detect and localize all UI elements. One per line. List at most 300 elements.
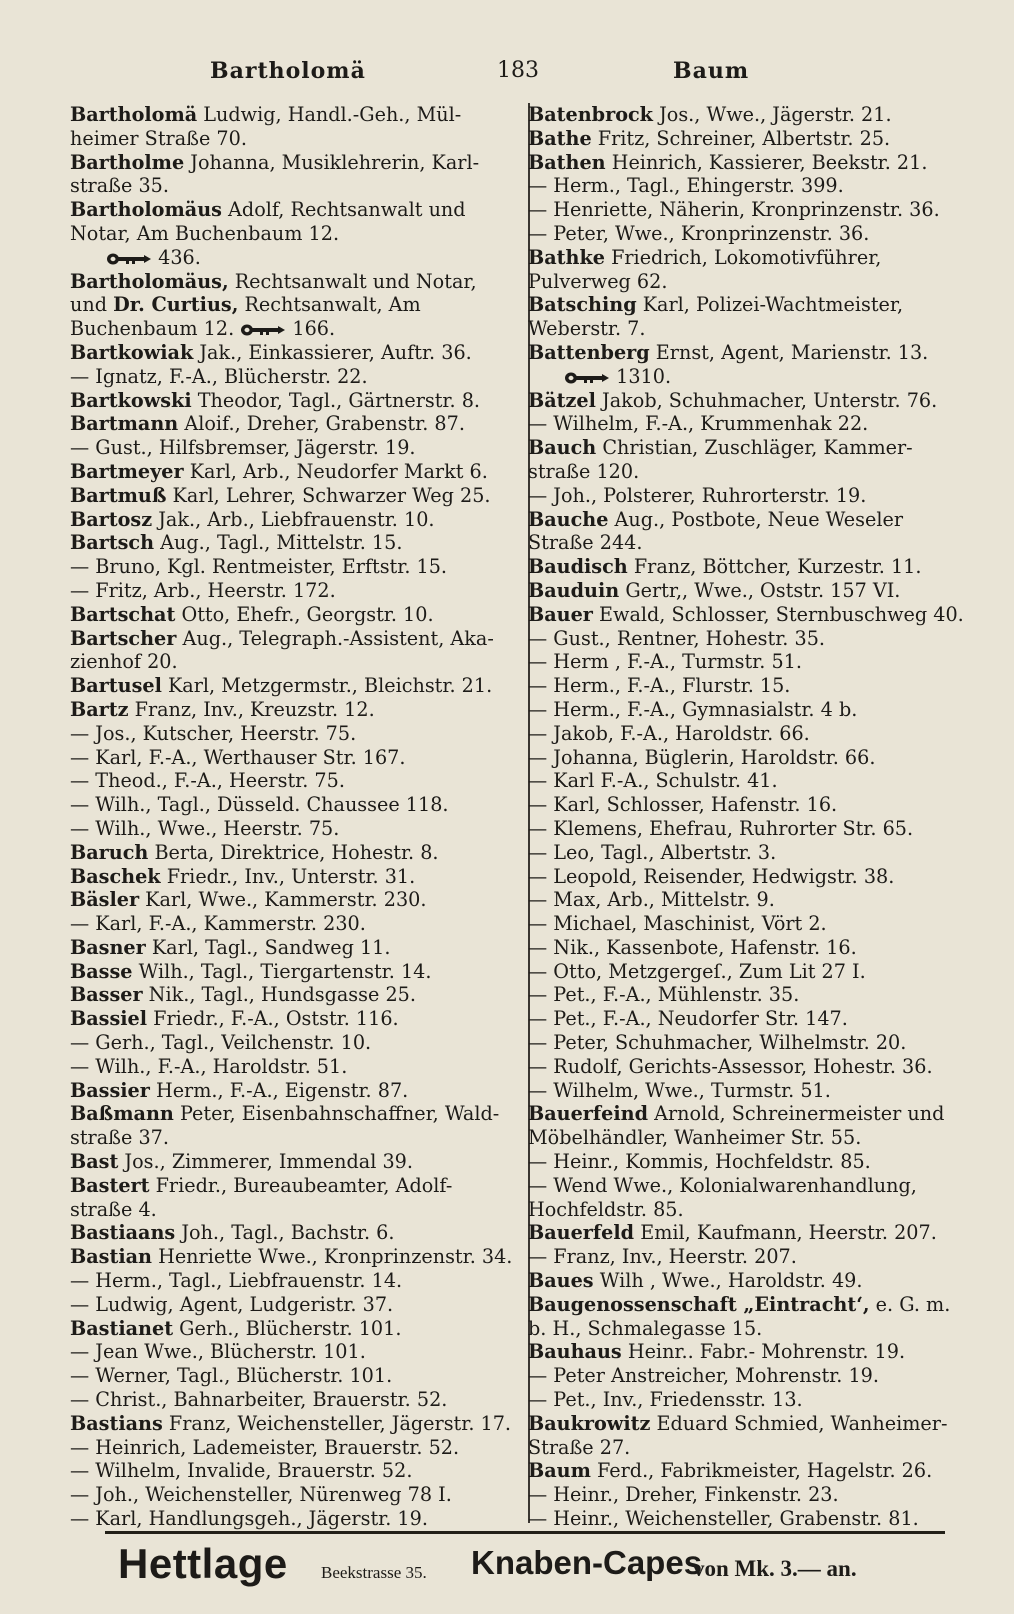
directory-entry bbox=[528, 1412, 964, 1436]
entry-surname: Baugenossenschaft „Eintracht‘, bbox=[528, 1292, 870, 1316]
entry-text: — Fritz, Arb., Heerstr. 172. bbox=[70, 578, 336, 602]
directory-entry bbox=[528, 841, 964, 865]
entry-surname: Bathke bbox=[528, 245, 605, 269]
directory-entry bbox=[70, 579, 500, 603]
directory-entry bbox=[70, 1174, 500, 1198]
directory-entry bbox=[70, 1293, 500, 1317]
footer-rule bbox=[105, 1531, 945, 1534]
entry-text: — Peter, Wwe., Kronprinzenstr. 36. bbox=[528, 221, 870, 245]
directory-entry bbox=[528, 198, 964, 222]
directory-entry bbox=[528, 436, 964, 460]
directory-entry bbox=[528, 1364, 964, 1388]
entry-surname: Bartholomäus bbox=[70, 198, 222, 222]
entry-surname: Bartkowiak bbox=[70, 340, 194, 364]
advertisement bbox=[118, 1540, 938, 1600]
directory-entry bbox=[528, 698, 964, 722]
entry-text: — Pet., F.-A., Mühlenstr. 35. bbox=[528, 983, 800, 1007]
entry-text: Aug., Telegraph.-Assistent, Aka- bbox=[176, 626, 494, 650]
entry-surname: Bartsch bbox=[70, 531, 155, 555]
entry-text: Franz, Inv., Kreuzstr. 12. bbox=[128, 697, 375, 721]
directory-entry bbox=[70, 1007, 500, 1031]
entry-text: — Karl F.-A., Schulstr. 41. bbox=[528, 769, 778, 793]
entry-text: — Wilh., Wwe., Heerstr. 75. bbox=[70, 816, 340, 840]
entry-text: — Heinr., Weichensteller, Grabenstr. 81. bbox=[528, 1507, 919, 1531]
directory-entry bbox=[70, 1126, 500, 1150]
page-number: 183 bbox=[497, 58, 539, 83]
entry-text: Heinr.. Fabr.- Mohrenstr. 19. bbox=[621, 1340, 906, 1364]
ad-price: von Mk. 3.— an. bbox=[693, 1556, 857, 1581]
entry-text: — Herm., F.-A., Flurstr. 15. bbox=[528, 674, 791, 698]
entry-text: 1310. bbox=[616, 364, 672, 388]
entry-text: Gerh., Blücherstr. 101. bbox=[173, 1316, 402, 1340]
directory-entry bbox=[70, 531, 500, 555]
directory-entry bbox=[70, 127, 500, 151]
directory-entry bbox=[70, 793, 500, 817]
entry-text: — Henriette, Näherin, Kronprinzenstr. 36. bbox=[528, 198, 940, 222]
directory-entry bbox=[528, 531, 964, 555]
directory-entry bbox=[70, 769, 500, 793]
entry-surname: Basser bbox=[70, 983, 143, 1007]
directory-entry bbox=[70, 1245, 513, 1269]
entry-text: — Pet., F.-A., Neudorfer Str. 147. bbox=[528, 1007, 848, 1031]
entry-text: — Heinr., Kommis, Hochfeldstr. 85. bbox=[528, 1150, 871, 1174]
directory-entry bbox=[70, 1079, 500, 1103]
directory-entry bbox=[70, 412, 500, 436]
entry-text: straße 4. bbox=[70, 1197, 157, 1221]
entry-text: — Joh., Weichensteller, Nürenweg 78 I. bbox=[70, 1483, 452, 1507]
entry-text: Straße 27. bbox=[528, 1435, 631, 1459]
directory-entry bbox=[528, 793, 964, 817]
entry-surname: Baschek bbox=[70, 864, 161, 888]
directory-entry bbox=[528, 674, 964, 698]
header-right-keyword: Baum bbox=[673, 58, 750, 84]
directory-entry bbox=[70, 1102, 500, 1126]
directory-entry bbox=[70, 174, 500, 198]
directory-entry bbox=[528, 1340, 964, 1364]
directory-entry bbox=[528, 1031, 964, 1055]
entry-text: Wilh., Tagl., Tiergartenstr. 14. bbox=[132, 959, 432, 983]
directory-entry bbox=[528, 960, 964, 984]
directory-entry bbox=[528, 1459, 964, 1483]
entry-text: Arnold, Schreinermeister und bbox=[648, 1102, 945, 1126]
directory-entry bbox=[70, 1340, 500, 1364]
entry-text: — Max, Arb., Mittelstr. 9. bbox=[528, 888, 775, 912]
entry-text: Franz, Böttcher, Kurzestr. 11. bbox=[627, 555, 922, 579]
entry-surname: Bartschat bbox=[70, 602, 176, 626]
directory-entry bbox=[70, 1269, 500, 1293]
entry-text: Friedrich, Lokomotivführer, bbox=[604, 245, 882, 269]
telephone-key-icon bbox=[564, 371, 610, 385]
entry-text: — Pet., Inv., Friedensstr. 13. bbox=[528, 1388, 803, 1412]
directory-entry bbox=[70, 722, 500, 746]
directory-entry bbox=[528, 1245, 964, 1269]
entry-surname: Basse bbox=[70, 959, 133, 983]
entry-text: — Wend Wwe., Kolonialwarenhandlung, bbox=[528, 1173, 917, 1197]
entry-text: — Theod., F.-A., Heerstr. 75. bbox=[70, 769, 345, 793]
entry-text: Jos., Wwe., Jägerstr. 21. bbox=[652, 103, 892, 126]
directory-entry bbox=[528, 936, 964, 960]
entry-surname: Bartholomä bbox=[70, 103, 198, 126]
entry-text: — Wilhelm, F.-A., Krummenhak 22. bbox=[528, 412, 869, 436]
entry-text: — Karl, F.-A., Werthauser Str. 167. bbox=[70, 745, 406, 769]
entry-text: — Peter Anstreicher, Mohrenstr. 19. bbox=[528, 1364, 879, 1388]
entry-text: Karl, Wwe., Kammerstr. 230. bbox=[139, 888, 427, 912]
entry-text: Aloif., Dreher, Grabenstr. 87. bbox=[178, 412, 465, 436]
entry-surname: Baßmann bbox=[70, 1102, 174, 1126]
entry-text: Emil, Kaufmann, Heerstr. 207. bbox=[634, 1221, 937, 1245]
entry-text: — Karl, Handlungsgeh., Jägerstr. 19. bbox=[70, 1507, 428, 1531]
directory-entry bbox=[70, 270, 500, 294]
left-column bbox=[70, 103, 513, 1531]
directory-entry bbox=[70, 1483, 500, 1507]
entry-text: — Karl, Schlosser, Hafenstr. 16. bbox=[528, 793, 838, 817]
directory-entry bbox=[528, 127, 964, 151]
directory-entry bbox=[70, 698, 500, 722]
entry-text: — Herm., Tagl., Ehingerstr. 399. bbox=[528, 174, 844, 198]
entry-text: — Gust., Hilfsbremser, Jägerstr. 19. bbox=[70, 436, 416, 460]
entry-text: Aug., Tagl., Mittelstr. 15. bbox=[154, 531, 403, 555]
directory-entry bbox=[528, 888, 964, 912]
entry-text: Rechtsanwalt, Am bbox=[238, 293, 421, 317]
directory-entry bbox=[528, 1317, 964, 1341]
entry-text: — Klemens, Ehefrau, Ruhrorter Str. 65. bbox=[528, 816, 914, 840]
entry-text: Adolf, Rechtsanwalt und bbox=[221, 198, 466, 222]
directory-entry bbox=[70, 508, 500, 532]
entry-text: Notar, Am Buchenbaum 12. bbox=[70, 221, 340, 245]
entry-text: Ernst, Agent, Marienstr. 13. bbox=[649, 340, 929, 364]
directory-entry bbox=[70, 1507, 500, 1531]
directory-entry bbox=[528, 1079, 964, 1103]
directory-entry bbox=[70, 293, 500, 317]
entry-text: Karl, Tagl., Sandweg 11. bbox=[145, 935, 391, 959]
directory-entry bbox=[528, 1198, 964, 1222]
entry-surname: Bastiaans bbox=[70, 1221, 176, 1245]
entry-text: straße 35. bbox=[70, 174, 169, 198]
directory-entry bbox=[70, 198, 500, 222]
directory-entry bbox=[70, 912, 500, 936]
directory-entry bbox=[528, 317, 964, 341]
entry-text: — Joh., Polsterer, Ruhrorterstr. 19. bbox=[528, 483, 867, 507]
entry-text: — Werner, Tagl., Blücherstr. 101. bbox=[70, 1364, 393, 1388]
entry-surname: Basner bbox=[70, 935, 146, 959]
entry-text: Ferd., Fabrikmeister, Hagelstr. 26. bbox=[590, 1459, 933, 1483]
directory-entry bbox=[70, 460, 500, 484]
entry-surname: Bastian bbox=[70, 1245, 152, 1269]
entry-text: Henriette Wwe., Kronprinzenstr. 34. bbox=[152, 1245, 513, 1269]
entry-surname: Bauch bbox=[528, 436, 597, 460]
directory-entry bbox=[70, 1031, 500, 1055]
directory-entry bbox=[528, 270, 964, 294]
entry-text: — Herm , F.-A., Turmstr. 51. bbox=[528, 650, 802, 674]
directory-entry bbox=[70, 1198, 500, 1222]
directory-entry bbox=[70, 1436, 500, 1460]
entry-text: Theodor, Tagl., Gärtnerstr. 8. bbox=[191, 388, 481, 412]
entry-surname: Baum bbox=[528, 1459, 591, 1483]
entry-text: Aug., Postbote, Neue Weseler bbox=[608, 507, 904, 531]
directory-entry bbox=[70, 317, 500, 341]
entry-text: Karl, Polizei-Wachtmeister, bbox=[636, 293, 904, 317]
entry-surname: Bartmeyer bbox=[70, 459, 184, 483]
entry-surname: Bastians bbox=[70, 1411, 163, 1435]
entry-surname: Battenberg bbox=[528, 340, 650, 364]
directory-entry bbox=[70, 484, 500, 508]
entry-text: — Herm., Tagl., Liebfrauenstr. 14. bbox=[70, 1269, 403, 1293]
entry-text: — Wilhelm, Invalide, Brauerstr. 52. bbox=[70, 1459, 413, 1483]
entry-surname: Bauche bbox=[528, 507, 609, 531]
entry-text: — Rudolf, Gerichts-Assessor, Hohestr. 36. bbox=[528, 1054, 933, 1078]
directory-entry bbox=[70, 674, 500, 698]
entry-surname: Baruch bbox=[70, 840, 149, 864]
entry-text: Joh., Tagl., Bachstr. 6. bbox=[175, 1221, 395, 1245]
entry-surname: Bauhaus bbox=[528, 1340, 622, 1364]
entry-text: — Johanna, Büglerin, Haroldstr. 66. bbox=[528, 745, 876, 769]
entry-text: — Christ., Bahnarbeiter, Brauerstr. 52. bbox=[70, 1388, 448, 1412]
entry-text: Berta, Direktrice, Hohestr. 8. bbox=[148, 840, 439, 864]
entry-surname: Bathen bbox=[528, 150, 606, 174]
directory-entry bbox=[70, 627, 500, 651]
entry-surname: Bartholme bbox=[70, 150, 185, 174]
entry-text: Fritz, Schreiner, Albertstr. 25. bbox=[591, 126, 891, 150]
telephone-key-icon bbox=[106, 252, 152, 266]
directory-entry bbox=[528, 1269, 964, 1293]
header-left-keyword: Bartholomä bbox=[210, 58, 366, 84]
entry-text: Ludwig, Handl.-Geh., Mül- bbox=[197, 103, 462, 126]
directory-entry bbox=[528, 722, 964, 746]
directory-entry bbox=[70, 603, 500, 627]
entry-text: — Wilh., F.-A., Haroldstr. 51. bbox=[70, 1054, 348, 1078]
directory-entry bbox=[528, 222, 964, 246]
entry-text: — Leo, Tagl., Albertstr. 3. bbox=[528, 840, 777, 864]
directory-entry bbox=[70, 841, 500, 865]
directory-entry bbox=[70, 1055, 500, 1079]
directory-entry bbox=[528, 103, 964, 127]
entry-surname: Baudisch bbox=[528, 555, 628, 579]
entry-surname: Baues bbox=[528, 1269, 594, 1293]
directory-entry bbox=[528, 983, 964, 1007]
directory-entry bbox=[528, 555, 964, 579]
entry-text: Buchenbaum 12. bbox=[70, 317, 235, 341]
entry-surname: Bartkowski bbox=[70, 388, 192, 412]
entry-surname: Baukrowitz bbox=[528, 1411, 651, 1435]
directory-entry bbox=[528, 603, 964, 627]
directory-entry bbox=[70, 1150, 500, 1174]
entry-surname: Bauer bbox=[528, 602, 593, 626]
entry-text: Johanna, Musiklehrerin, Karl- bbox=[184, 150, 480, 174]
entry-text: — Gerh., Tagl., Veilchenstr. 10. bbox=[70, 1031, 372, 1055]
directory-entry bbox=[70, 817, 500, 841]
entry-text: Herm., F.-A., Eigenstr. 87. bbox=[149, 1078, 409, 1102]
directory-entry bbox=[528, 293, 964, 317]
directory-entry bbox=[528, 1436, 964, 1460]
entry-surname: Bathe bbox=[528, 126, 592, 150]
directory-entry bbox=[528, 627, 964, 651]
entry-text: — Gust., Rentner, Hohestr. 35. bbox=[528, 626, 826, 650]
directory-entry bbox=[70, 341, 500, 365]
directory-entry bbox=[528, 412, 964, 436]
directory-entry bbox=[528, 650, 964, 674]
directory-entry bbox=[528, 1507, 964, 1531]
entry-surname: Bassiel bbox=[70, 1007, 148, 1031]
entry-text: Möbelhändler, Wanheimer Str. 55. bbox=[528, 1126, 862, 1150]
directory-entry bbox=[70, 983, 500, 1007]
directory-entry bbox=[70, 650, 500, 674]
entry-text: Nik., Tagl., Hundsgasse 25. bbox=[142, 983, 416, 1007]
entry-text: Peter, Eisenbahnschaffner, Wald- bbox=[173, 1102, 500, 1126]
directory-entry bbox=[70, 960, 500, 984]
entry-surname: Bätzel bbox=[528, 388, 596, 412]
entry-text: Friedr., Bureaubeamter, Adolf- bbox=[149, 1173, 453, 1197]
directory-entry bbox=[70, 246, 500, 270]
entry-text: — Jakob, F.-A., Haroldstr. 66. bbox=[528, 721, 810, 745]
entry-text: — Jos., Kutscher, Heerstr. 75. bbox=[70, 721, 357, 745]
entry-text: — Ignatz, F.-A., Blücherstr. 22. bbox=[70, 364, 368, 388]
entry-text: — Karl, F.-A., Kammerstr. 230. bbox=[70, 912, 366, 936]
entry-text: Heinrich, Kassierer, Beekstr. 21. bbox=[605, 150, 928, 174]
directory-entry bbox=[528, 912, 964, 936]
directory-entry bbox=[70, 1388, 500, 1412]
directory-entry bbox=[70, 389, 500, 413]
entry-text: — Wilhelm, Wwe., Turmstr. 51. bbox=[528, 1078, 831, 1102]
directory-entry bbox=[70, 1411, 512, 1436]
entry-text: Friedr., F.-A., Oststr. 116. bbox=[147, 1007, 399, 1031]
entry-surname: Bartscher bbox=[70, 626, 177, 650]
directory-entry bbox=[528, 1483, 964, 1507]
entry-surname: Bartmuß bbox=[70, 483, 167, 507]
directory-entry bbox=[528, 817, 964, 841]
entry-text: — Franz, Inv., Heerstr. 207. bbox=[528, 1245, 797, 1269]
entry-text: Karl, Metzgermstr., Bleichstr. 21. bbox=[161, 674, 493, 698]
entry-text: heimer Straße 70. bbox=[70, 126, 247, 150]
directory-entry bbox=[70, 436, 500, 460]
directory-entry bbox=[528, 746, 964, 770]
entry-text: Straße 244. bbox=[528, 531, 643, 555]
ad-street: Beekstrasse 35. bbox=[321, 1563, 427, 1582]
directory-entry bbox=[70, 365, 500, 389]
entry-surname: Bauerfeld bbox=[528, 1221, 635, 1245]
directory-entry bbox=[70, 746, 500, 770]
directory-entry bbox=[528, 1150, 964, 1174]
directory-entry bbox=[70, 1459, 500, 1483]
entry-text: — Ludwig, Agent, Ludgeristr. 37. bbox=[70, 1292, 394, 1316]
entry-surname: Bartosz bbox=[70, 507, 153, 531]
entry-text: e. G. m. bbox=[869, 1292, 951, 1316]
directory-entry bbox=[70, 151, 500, 175]
entry-surname: Bartmann bbox=[70, 412, 179, 436]
entry-text: Gertr,, Wwe., Oststr. 157 VI. bbox=[619, 578, 901, 602]
entry-text: Otto, Ehefr., Georgstr. 10. bbox=[175, 602, 434, 626]
entry-text: Jakob, Schuhmacher, Unterstr. 76. bbox=[595, 388, 938, 412]
entry-surname: Dr. Curtius, bbox=[113, 293, 239, 317]
ad-brand: Hettlage bbox=[118, 1540, 288, 1587]
entry-surname: Batenbrock bbox=[528, 103, 653, 126]
entry-text: b. H., Schmalegasse 15. bbox=[528, 1316, 763, 1340]
entry-text: Franz, Weichensteller, Jägerstr. 17. bbox=[162, 1411, 512, 1435]
directory-entry bbox=[528, 246, 964, 270]
entry-text: Christian, Zuschläger, Kammer- bbox=[596, 436, 913, 460]
entry-surname: Bastert bbox=[70, 1173, 150, 1197]
directory-entry bbox=[70, 1317, 500, 1341]
entry-text: — Nik., Kassenbote, Hafenstr. 16. bbox=[528, 935, 857, 959]
entry-text: 166. bbox=[292, 317, 336, 341]
directory-entry bbox=[70, 865, 500, 889]
directory-entry bbox=[70, 1364, 500, 1388]
directory-entry bbox=[528, 365, 964, 389]
entry-text: — Leopold, Reisender, Hedwigstr. 38. bbox=[528, 864, 895, 888]
entry-text: Rechtsanwalt und Notar, bbox=[228, 269, 477, 293]
directory-entry bbox=[528, 1102, 964, 1126]
directory-entry bbox=[528, 1007, 964, 1031]
entry-text: Hochfeldstr. 85. bbox=[528, 1197, 684, 1221]
directory-entry bbox=[70, 1221, 500, 1245]
entry-surname: Bartusel bbox=[70, 674, 162, 698]
entry-text: — Heinrich, Lademeister, Brauerstr. 52. bbox=[70, 1435, 460, 1459]
entry-text: — Herm., F.-A., Gymnasialstr. 4 b. bbox=[528, 697, 858, 721]
entry-text: Pulverweg 62. bbox=[528, 269, 668, 293]
entry-text: Ewald, Schlosser, Sternbuschweg 40. bbox=[592, 602, 964, 626]
page-header bbox=[70, 58, 955, 92]
directory-entry bbox=[528, 1174, 964, 1198]
entry-surname: Bastianet bbox=[70, 1316, 174, 1340]
entry-text: und bbox=[70, 293, 114, 317]
entry-surname: Bäsler bbox=[70, 888, 140, 912]
entry-text: Friedr., Inv., Unterstr. 31. bbox=[160, 864, 416, 888]
right-column bbox=[528, 103, 964, 1531]
entry-text: straße 120. bbox=[528, 459, 640, 483]
directory-entry bbox=[528, 174, 964, 198]
entry-text: — Jean Wwe., Blücherstr. 101. bbox=[70, 1340, 366, 1364]
entry-surname: Bartholomäus, bbox=[70, 269, 229, 293]
entry-text: Jak., Arb., Liebfrauenstr. 10. bbox=[152, 507, 435, 531]
directory-entry bbox=[528, 389, 964, 413]
directory-entry bbox=[70, 936, 500, 960]
directory-entry bbox=[70, 555, 500, 579]
directory-entry bbox=[528, 1055, 964, 1079]
directory-entry bbox=[528, 341, 964, 365]
entry-surname: Bartz bbox=[70, 697, 129, 721]
directory-entry bbox=[528, 1293, 964, 1317]
entry-surname: Bauduin bbox=[528, 578, 620, 602]
entry-text: Karl, Lehrer, Schwarzer Weg 25. bbox=[166, 483, 491, 507]
entry-text: zienhof 20. bbox=[70, 650, 178, 674]
entry-text: Wilh , Wwe., Haroldstr. 49. bbox=[593, 1269, 863, 1293]
entry-text: — Bruno, Kgl. Rentmeister, Erftstr. 15. bbox=[70, 555, 448, 579]
directory-entry bbox=[528, 1221, 964, 1245]
entry-text: straße 37. bbox=[70, 1126, 169, 1150]
ad-product: Knaben-Capes bbox=[471, 1544, 703, 1581]
directory-entry bbox=[528, 1126, 964, 1150]
entry-text: Jos., Zimmerer, Immendal 39. bbox=[118, 1150, 413, 1174]
entry-text: Eduard Schmied, Wanheimer- bbox=[650, 1411, 948, 1435]
entry-text: Karl, Arb., Neudorfer Markt 6. bbox=[183, 459, 488, 483]
directory-entry bbox=[528, 1388, 964, 1412]
directory-entry bbox=[528, 484, 964, 508]
entry-surname: Bassier bbox=[70, 1078, 150, 1102]
entry-text: — Otto, Metzgergeſ., Zum Lit 27 I. bbox=[528, 959, 866, 983]
directory-entry bbox=[528, 151, 964, 175]
directory-entry bbox=[528, 769, 964, 793]
entry-surname: Batsching bbox=[528, 293, 637, 317]
directory-entry bbox=[528, 460, 964, 484]
entry-text: — Peter, Schuhmacher, Wilhelmstr. 20. bbox=[528, 1031, 907, 1055]
entry-text: Jak., Einkassierer, Auftr. 36. bbox=[193, 340, 472, 364]
directory-entry bbox=[70, 222, 500, 246]
entry-text: 436. bbox=[158, 245, 201, 269]
entry-text: — Heinr., Dreher, Finkenstr. 23. bbox=[528, 1483, 839, 1507]
entry-surname: Bauerfeind bbox=[528, 1102, 649, 1126]
directory-entry bbox=[70, 103, 500, 127]
directory-entry bbox=[528, 579, 964, 603]
entry-text: — Wilh., Tagl., Düsseld. Chaussee 118. bbox=[70, 793, 449, 817]
